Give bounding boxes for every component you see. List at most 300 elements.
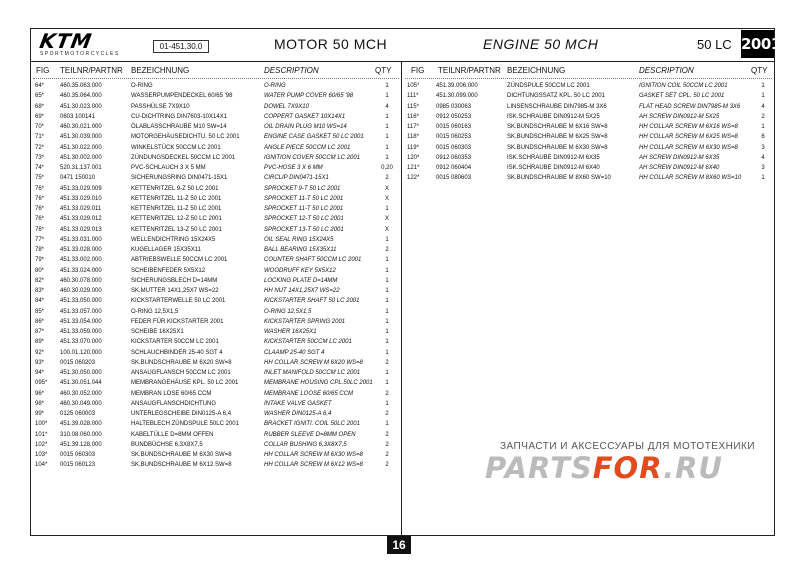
part-number: 0912 060353: [436, 154, 472, 161]
ktm-logo: [37, 29, 130, 58]
part-name-de: ÖLABLASSCHRAUBE M10 SW=14: [131, 124, 227, 130]
part-qty: 1: [385, 380, 389, 387]
part-number: 0603 100141: [60, 113, 96, 120]
part-qty: 2: [385, 431, 389, 438]
part-number: 451.33.029.012: [60, 216, 102, 223]
part-fig: 93*: [35, 359, 45, 366]
part-name-en: ENGINE CASE GASKET 50 LC 2001: [264, 134, 364, 141]
part-row: [405, 122, 772, 132]
part-number: 451.33.054.000: [60, 318, 102, 325]
part-fig: 100*: [35, 421, 48, 428]
part-name-de: KETTENRITZEL 12-Z 50 LC 2001: [131, 216, 222, 223]
part-number: 451.30.002.000: [60, 154, 102, 161]
part-name-de: KICKSTARTERWELLE 50 LC 2001: [131, 298, 226, 305]
part-name-de: SK.MUTTER 14X1,25X7 WS=22: [131, 288, 219, 294]
col-bezeichnung-left: BEZEICHNUNG: [131, 66, 190, 75]
part-qty: 2: [761, 113, 765, 120]
part-name-en: HH COLLAR SCREW M 6X25 WS=8: [639, 134, 738, 141]
part-number: 451.33.050.000: [60, 298, 102, 305]
part-number: 451.33.029.011: [60, 206, 102, 212]
part-name-de: KUGELLAGER 15X35X11: [131, 247, 201, 253]
right-parts-list: [405, 81, 772, 184]
part-fig: 77*: [35, 236, 45, 243]
part-fig: 71*: [35, 134, 45, 141]
part-name-de: CU-DICHTRING DIN7603-10X14X1: [131, 113, 228, 120]
part-qty: 1: [761, 93, 765, 100]
part-fig: 89*: [35, 339, 45, 346]
part-number: 310.08.060.000: [60, 431, 102, 438]
part-qty: 1: [385, 134, 389, 141]
part-name-en: IGNITION COVER 50CCM LC 2001: [264, 154, 361, 161]
part-qty: 1: [385, 154, 389, 161]
part-qty: 2: [385, 411, 389, 417]
part-number: 451.30.051.044: [60, 380, 102, 387]
part-qty: 1: [385, 298, 389, 305]
part-number: 451.30.022.000: [60, 144, 102, 151]
part-row: [33, 317, 399, 327]
part-row: [33, 184, 399, 194]
part-row: [33, 153, 399, 163]
part-fig: 115*: [407, 103, 419, 110]
part-fig: 70*: [35, 124, 45, 130]
part-name-de: SK.BUNDSCHRAUBE M 6X20 SW=8: [131, 359, 232, 366]
part-name-de: SCHEIBENFEDER 5X5X12: [131, 267, 206, 274]
part-name-en: HH COLLAR SCREW M 6X30 WS=8: [639, 144, 738, 151]
part-row: [33, 440, 399, 450]
col-description-right: DESCRIPTION: [639, 66, 694, 75]
part-number: 0015 060303: [60, 452, 96, 458]
part-fig: 118*: [407, 134, 419, 141]
part-row: [33, 276, 399, 286]
part-row: [33, 348, 399, 358]
part-name-de: PASSHÜLSE 7X9X10: [131, 103, 190, 110]
part-row: [33, 409, 399, 419]
part-number: 100.01.120.000: [60, 349, 102, 356]
part-row: [33, 378, 399, 388]
part-name-en: COLLAR BUSHING 6,3X8X7,5: [264, 441, 347, 448]
part-name-de: KABELTÜLLE D=8MM OFFEN: [131, 431, 214, 438]
part-row: [33, 358, 399, 368]
part-row: [33, 399, 399, 409]
part-name-en: PVC-HOSE 3 X 6 MM: [264, 165, 323, 171]
col-description-left: DESCRIPTION: [264, 66, 319, 75]
part-fig: 92*: [35, 349, 45, 356]
part-name-en: HH COLLAR SCREW M 6X30 WS=8: [264, 452, 363, 458]
part-qty: 3: [761, 165, 765, 171]
part-name-en: MEMBRANE LOOSE 60/65 CCM: [264, 390, 354, 397]
part-name-en: KICKSTARTER SHAFT 50 LC 2001: [264, 298, 360, 305]
part-fig: 76*: [35, 226, 45, 233]
part-fig: 120*: [407, 154, 420, 161]
part-fig: 83*: [35, 288, 45, 294]
part-name-de: DICHTUNGSSATZ KPL. 50 LC 2001: [507, 93, 605, 100]
part-number: 0015 080603: [436, 175, 472, 182]
part-name-de: KETTENRITZEL 11-Z 50 LC 2001: [131, 206, 222, 212]
col-partnr-right: TEILNR/PARTNR: [438, 66, 501, 75]
part-row: [33, 368, 399, 378]
part-row: [33, 122, 399, 132]
part-name-de: SICHERUNGSBLECH D=14MM: [131, 277, 218, 284]
part-name-en: OIL SEAL RING 15X24X5: [264, 236, 334, 243]
part-name-en: HH NUT 14X1,25X7 WS=22: [264, 288, 340, 294]
brand-part-b: FOR: [592, 451, 664, 485]
part-name-en: HH COLLAR SCREW M 6X16 WS=8: [639, 124, 738, 130]
part-fig: 68*: [35, 103, 45, 110]
part-name-en: IGNITION COIL 50CCM LC 2001: [639, 83, 728, 89]
part-row: [405, 112, 772, 122]
part-fig: 74*: [35, 165, 45, 171]
part-fig: 75*: [35, 175, 45, 182]
part-name-en: O-RING: [264, 83, 286, 89]
part-number: 460.35.063.000: [60, 83, 102, 89]
part-row: [405, 132, 772, 142]
part-name-en: COPPERT GASKET 10X14X1: [264, 113, 346, 120]
part-qty: 1: [385, 206, 389, 212]
part-name-de: ANSAUGFLANSCHDICHTUNG: [131, 400, 217, 407]
part-name-en: BRACKET IGNITI. COIL 50LC 2001: [264, 421, 360, 428]
part-qty: 2: [385, 462, 389, 469]
part-fig: 78*: [35, 247, 45, 253]
title-german: MOTOR 50 MCH: [274, 36, 388, 52]
document-number: 01-451.30.0: [153, 40, 209, 53]
part-fig: 85*: [35, 308, 45, 315]
part-row: [33, 204, 399, 214]
part-row: [33, 112, 399, 122]
part-name-de: FEDER FÜR KICKSTARTER 2001: [131, 318, 224, 325]
part-fig: 94*: [35, 370, 45, 376]
part-name-en: SPROCKET 9-T 50 LC 2001: [264, 185, 341, 192]
part-name-de: SCHEIBE 16X25X1: [131, 329, 184, 335]
part-name-en: HH COLLAR SCREW M 8X60 WS=10: [639, 175, 742, 182]
part-row: [33, 214, 399, 224]
part-name-en: MEMBRANE HOUSING CPL.50LC 2001: [264, 380, 373, 387]
part-name-en: RUBBER SLEEVE D=8MM OPEN: [264, 431, 356, 438]
part-row: [33, 245, 399, 255]
part-name-de: ANSAUGFLANSCH 50CCM LC 2001: [131, 370, 231, 376]
part-fig: 96*: [35, 390, 45, 397]
part-qty: 1: [761, 175, 765, 182]
part-name-de: ISK.SCHRAUBE DIN0912-M 6X35: [507, 154, 600, 161]
part-name-de: SCHLAUCHBINDER 25-40 SGT 4: [131, 349, 223, 356]
part-qty: 2: [385, 175, 389, 182]
part-name-de: MEMBRANGEHÄUSE KPL. 50 LC 2001: [131, 380, 239, 387]
part-name-en: CLAAMP 25-40 SGT 4: [264, 349, 325, 356]
part-qty: X: [384, 226, 389, 233]
part-row: [33, 460, 399, 470]
part-name-de: SK.BUNDSCHRAUBE M 8X60 SW=10: [507, 175, 611, 182]
part-row: [33, 419, 399, 429]
part-name-de: KETTENRITZEL 9-Z 50 LC 2001: [131, 185, 219, 192]
part-name-en: WASHER DIN0125-A 6,4: [264, 411, 332, 417]
part-number: 451.33.028.000: [60, 247, 102, 253]
part-name-en: WOODRUFF KEY 5X5X12: [264, 267, 336, 274]
part-row: [33, 143, 399, 153]
part-qty: 1: [385, 421, 389, 428]
col-qty-right: QTY: [751, 66, 768, 75]
part-qty: 2: [385, 390, 389, 397]
part-fig: 104*: [35, 462, 48, 469]
part-number: 451.33.059.000: [60, 329, 102, 335]
part-name-de: MEMBRAN LOSE 60/65 CCM: [131, 390, 212, 397]
part-name-en: ANGLE PIECE 50CCM LC 2001: [264, 144, 351, 151]
part-number: 520.31.137.001: [60, 165, 102, 171]
part-fig: 80*: [35, 267, 45, 274]
left-header-rule: [33, 78, 399, 79]
part-qty: 1: [385, 329, 389, 335]
part-name-en: HH COLLAR SCREW M 6X20 WS=8: [264, 359, 363, 366]
part-name-en: SPROCKET 11-T 50 LC 2001: [264, 195, 344, 202]
part-row: [33, 266, 399, 276]
part-number: 451.33.057.000: [60, 308, 102, 315]
part-fig: 69*: [35, 113, 45, 120]
part-qty: 4: [761, 154, 765, 161]
part-name-de: KETTENRITZEL 13-Z 50 LC 2001: [131, 226, 222, 233]
part-name-en: COUNTER SHAFT 50CCM LC 2001: [264, 257, 362, 264]
part-name-de: SK.BUNDSCHRAUBE M 6X12 SW=8: [131, 462, 232, 469]
part-name-de: PVC-SCHLAUCH 3 X 5 MM: [131, 165, 206, 171]
part-fig: 72*: [35, 144, 45, 151]
part-name-de: UNTERLEGSCHEIBE DIN0125-A 6,4: [131, 411, 232, 417]
part-number: 451.39.006.000: [436, 83, 478, 89]
part-fig: 64*: [35, 83, 45, 89]
part-number: 451.30.023.000: [60, 103, 102, 110]
part-number: 451.33.029.013: [60, 226, 102, 233]
model-label: 50 LC: [697, 37, 732, 52]
column-divider: [401, 62, 402, 536]
title-english: ENGINE 50 MCH: [483, 36, 599, 52]
part-row: [33, 286, 399, 296]
part-name-en: INTAKE VALVE GASKET: [264, 400, 332, 407]
part-name-de: ABTRIEBSWELLE 50CCM LC 2001: [131, 257, 228, 264]
part-row: [33, 81, 399, 91]
part-qty: 1: [385, 339, 389, 346]
part-fig: 111*: [407, 93, 419, 100]
part-number: 460.30.029.000: [60, 288, 102, 294]
part-number: 0471 150010: [60, 175, 96, 182]
part-name-en: KICKSTARTER SPRING 2001: [264, 318, 346, 325]
part-qty: 0,20: [381, 165, 393, 171]
part-name-de: HALTEBLECH ZÜNDSPULE 50LC 2001: [131, 421, 239, 428]
part-number: 0015 060123: [60, 462, 96, 469]
part-row: [33, 102, 399, 112]
part-fig: 102*: [35, 441, 48, 448]
part-fig: 76*: [35, 206, 45, 212]
part-row: [405, 102, 772, 112]
part-fig: 119*: [407, 144, 419, 151]
part-name-en: HH COLLAR SCREW M 6X12 WS=8: [264, 462, 363, 469]
left-parts-list: [33, 81, 399, 471]
part-number: 0015 060253: [436, 134, 472, 141]
part-name-de: ISK.SCHRAUBE DIN0912-M 6X40: [507, 165, 600, 171]
part-fig: 122*: [407, 175, 420, 182]
part-name-de: WASSERPUMPENDECKEL 60/65 '98: [131, 93, 233, 100]
part-fig: 84*: [35, 298, 45, 305]
part-number: 451.30.099.000: [436, 93, 478, 100]
part-number: 451.39.028.000: [60, 421, 102, 428]
part-qty: 1: [385, 113, 389, 120]
part-row: [405, 81, 772, 91]
shop-banner: ЗАПЧАСТИ И АКСЕССУАРЫ ДЛЯ МОТОТЕХНИКИ: [499, 441, 756, 452]
part-qty: 3: [761, 144, 765, 151]
part-name-de: BUNDBÜCHSE 6,3X8X7,5: [131, 441, 203, 448]
brand-part-a: PARTS: [485, 451, 593, 485]
part-name-en: GASKET SET CPL. 50 LC 2001: [639, 93, 725, 100]
part-fig: 105*: [407, 83, 420, 89]
logo-subtext: SPORTMOTORCYCLES: [40, 51, 120, 57]
part-qty: 6: [761, 134, 765, 141]
part-row: [33, 194, 399, 204]
part-qty: 1: [761, 83, 765, 89]
part-fig: 79*: [35, 257, 45, 264]
part-fig: 98*: [35, 400, 45, 407]
part-qty: 1: [385, 400, 389, 407]
part-row: [405, 153, 772, 163]
logo-text: KTM: [37, 29, 95, 53]
col-qty-left: QTY: [375, 66, 392, 75]
part-name-de: SK.BUNDSCHRAUBE M 6X16 SW=8: [507, 124, 608, 130]
part-qty: 2: [385, 247, 389, 253]
part-qty: 1: [385, 277, 389, 284]
part-row: [33, 255, 399, 265]
part-name-de: KICKSTARTER 50CCM LC 2001: [131, 339, 219, 346]
part-number: 451.33.029.009: [60, 185, 102, 192]
part-fig: 121*: [407, 165, 420, 171]
part-row: [33, 337, 399, 347]
part-number: 0912 050253: [436, 113, 472, 120]
part-number: 0985 030063: [436, 103, 472, 110]
right-header-rule: [405, 78, 772, 79]
part-name-en: WASHER 16X25X1: [264, 329, 317, 335]
part-number: 451.33.031.000: [60, 236, 102, 243]
part-qty: 2: [385, 441, 389, 448]
part-row: [33, 173, 399, 183]
part-qty: X: [384, 216, 389, 223]
part-name-en: DOWEL 7X9X10: [264, 103, 309, 110]
part-number: 0125 060003: [60, 411, 96, 417]
part-number: 451.39.128.000: [60, 441, 102, 448]
part-qty: 1: [385, 93, 389, 100]
part-number: 451.30.050.000: [60, 370, 102, 376]
part-name-de: O-RING: [131, 83, 153, 89]
part-row: [405, 91, 772, 101]
part-fig: 76*: [35, 216, 45, 223]
part-name-en: O-RING 12,5X1,5: [264, 308, 312, 315]
part-qty: 1: [385, 144, 389, 151]
part-row: [33, 389, 399, 399]
part-qty: 1: [385, 124, 389, 130]
col-partnr-left: TEILNR/PARTNR: [60, 66, 123, 75]
part-number: 451.30.039.000: [60, 134, 102, 141]
part-number: 0912 060404: [436, 165, 472, 171]
part-qty: 2: [385, 452, 389, 458]
part-row: [405, 163, 772, 173]
part-number: 460.30.049.000: [60, 400, 102, 407]
col-fig-right: FIG: [411, 66, 425, 75]
part-number: 460.30.021.000: [60, 124, 102, 130]
part-name-de: SK.BUNDSCHRAUBE M 6X25 SW=8: [507, 134, 608, 141]
part-row: [33, 430, 399, 440]
part-fig: 65*: [35, 93, 45, 100]
part-name-de: WINKELSTÜCK 50CCM LC 2001: [131, 144, 221, 151]
part-fig: 117*: [407, 124, 419, 130]
brand-part-c: .RU: [663, 451, 723, 485]
part-name-en: SPROCKET 11-T 50 LC 2001: [264, 206, 344, 212]
part-number: 451.33.024.000: [60, 267, 102, 274]
part-name-en: INLET MANIFOLD 50CCM LC 2001: [264, 370, 361, 376]
part-name-en: BALL BEARING 15X35X11: [264, 247, 337, 253]
part-number: 460.30.078.000: [60, 277, 102, 284]
part-name-de: LINSENSCHRAUBE DIN7985-M 3X6: [507, 103, 607, 110]
part-fig: 095*: [35, 380, 48, 387]
part-number: 0015 060203: [60, 359, 96, 366]
part-row: [33, 307, 399, 317]
part-number: 0015 060163: [436, 124, 472, 130]
part-qty: 1: [385, 370, 389, 376]
part-name-de: ISK.SCHRAUBE DIN0912-M 5X25: [507, 113, 600, 120]
part-row: [33, 450, 399, 460]
part-name-en: AH SCREW DIN0912-M 6X40: [639, 165, 720, 171]
part-number: 0015 060303: [436, 144, 472, 151]
part-number: 451.33.070.000: [60, 339, 102, 346]
part-name-de: MOTORGEHÄUSEDICHTU. 50 LC 2001: [131, 134, 240, 141]
part-qty: 1: [385, 318, 389, 325]
part-row: [405, 143, 772, 153]
part-fig: 73*: [35, 154, 45, 161]
part-fig: 86*: [35, 318, 45, 325]
part-fig: 101*: [35, 431, 48, 438]
part-qty: 1: [385, 83, 389, 89]
part-row: [33, 296, 399, 306]
col-bezeichnung-right: BEZEICHNUNG: [507, 66, 566, 75]
part-qty: X: [384, 185, 389, 192]
part-fig: 76*: [35, 185, 45, 192]
part-name-en: WATER PUMP COVER 60/65 '98: [264, 93, 354, 100]
part-qty: 1: [385, 236, 389, 243]
part-qty: 1: [385, 308, 389, 315]
part-name-en: LOCKING PLATE D=14MM: [264, 277, 338, 284]
part-qty: 2: [385, 359, 389, 366]
page-number: 16: [387, 536, 411, 554]
part-qty: 1: [385, 267, 389, 274]
part-fig: 76*: [35, 195, 45, 202]
part-name-de: SICHERUNGSRING DIN0471-15X1: [131, 175, 228, 182]
part-number: 460.35.064.000: [60, 93, 102, 100]
col-fig-left: FIG: [36, 66, 50, 75]
part-row: [33, 327, 399, 337]
part-fig: 116*: [407, 113, 419, 120]
part-name-de: ZÜNDUNGSDECKEL 50CCM LC 2001: [131, 154, 236, 161]
part-qty: 1: [385, 288, 389, 294]
part-number: 451.33.002.000: [60, 257, 102, 264]
part-qty: 4: [761, 103, 765, 110]
part-qty: 4: [385, 103, 389, 110]
part-fig: 99*: [35, 411, 45, 417]
part-name-en: SPROCKET 12-T 50 LC 2001: [264, 216, 344, 223]
part-name-en: AH SCREW DIN0912-M 6X35: [639, 154, 720, 161]
part-name-de: SK.BUNDSCHRAUBE M 6X30 SW=8: [131, 452, 232, 458]
part-row: [33, 235, 399, 245]
part-fig: 82*: [35, 277, 45, 284]
part-name-en: AH SCREW DIN0912-M 5X25: [639, 113, 720, 120]
part-number: 460.30.052.000: [60, 390, 102, 397]
part-row: [33, 225, 399, 235]
part-row: [405, 173, 772, 183]
part-qty: X: [384, 195, 389, 202]
part-name-de: SK.BUNDSCHRAUBE M 6X30 SW=8: [507, 144, 608, 151]
shop-watermark: [485, 452, 775, 484]
part-name-de: WELLENDICHTRING 15X24X5: [131, 236, 216, 243]
year-badge: 2001: [741, 30, 774, 58]
